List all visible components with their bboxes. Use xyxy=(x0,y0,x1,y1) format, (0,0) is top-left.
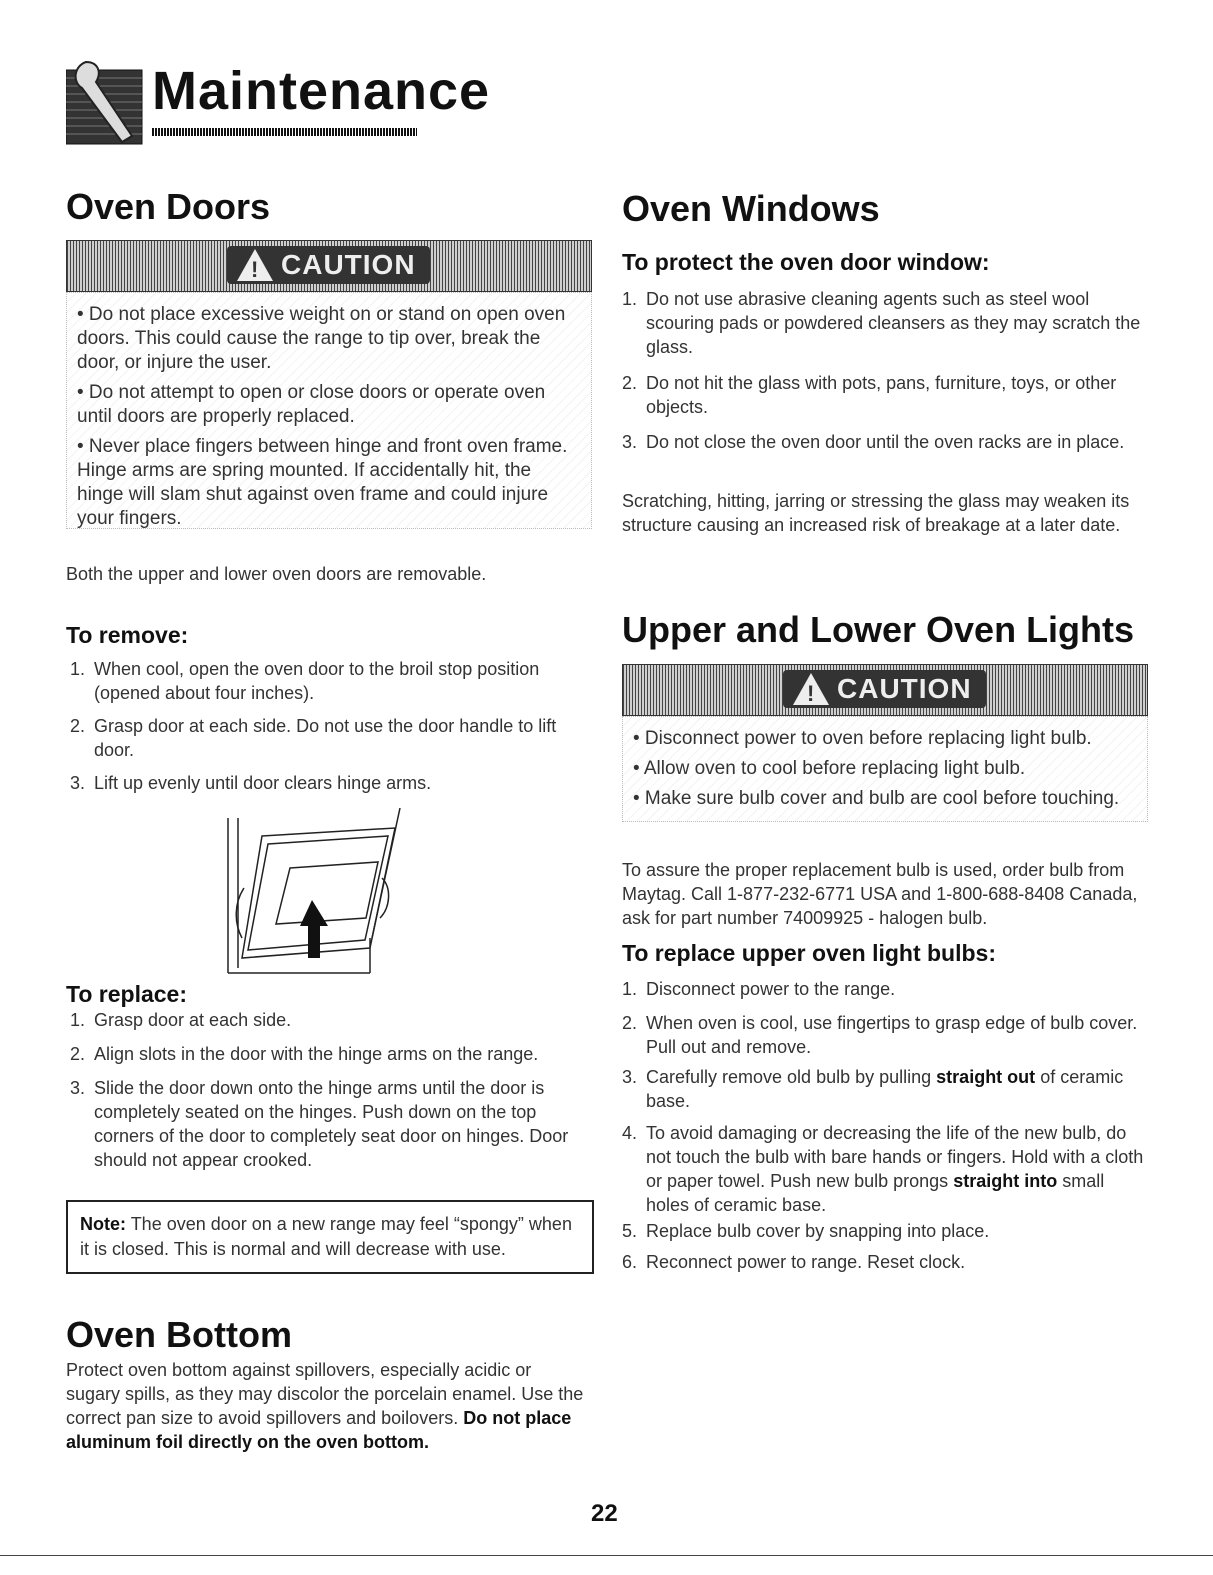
list-item: 3. Do not close the oven door until the oven racks are in place. xyxy=(622,432,1125,452)
caution-label: ! CAUTION xyxy=(227,246,430,284)
title-underline xyxy=(152,128,417,136)
page-number: 22 xyxy=(591,1500,618,1527)
note-label: Note: xyxy=(80,1214,126,1234)
list-item: 3. Slide the door down onto the hinge arms until the door is completely seated on the hinges. Push down on the top corners of the door to completely seat door on hinges. Door should not appear crooked. xyxy=(70,1078,569,1170)
list-item: 1. Grasp door at each side. xyxy=(70,1010,292,1030)
oven-bottom-text: Protect oven bottom against spillovers, especially acidic or sugary spills, as they may discolor the porcelain enamel. Use the correct pan size to avoid spillovers and boilovers. Do not place aluminum foil directly on the oven bottom. xyxy=(66,1360,584,1452)
caution-box xyxy=(622,716,1148,822)
note-box xyxy=(66,1200,594,1274)
caution-item: • Never place fingers between hinge and front oven frame. Hinge arms are spring mounted. If accidentally hit, the hinge will slam shut against oven frame and could injure your fingers. xyxy=(77,436,568,529)
list-item: 5. Replace bulb cover by snapping into place. xyxy=(622,1221,990,1241)
caution-item: • Allow oven to cool before replacing light bulb. xyxy=(633,758,1026,779)
list-item: 6. Reconnect power to range. Reset clock. xyxy=(622,1252,966,1272)
list-item: 1. When cool, open the oven door to the broil stop position (opened about four inches). xyxy=(70,659,540,703)
to-replace-heading: To replace: xyxy=(66,981,187,1007)
oven-bottom-warning: Do not place aluminum foil directly on the oven bottom. xyxy=(66,1408,572,1452)
caution-item: • Disconnect power to oven before replacing light bulb. xyxy=(633,728,1092,749)
list-item: 2. Grasp door at each side. Do not use the door handle to lift door. xyxy=(70,716,557,760)
arrow-up-icon xyxy=(300,900,328,958)
footer-rule xyxy=(0,1555,1213,1556)
to-remove-heading: To remove: xyxy=(66,622,189,648)
oven-bottom-heading: Oven Bottom xyxy=(66,1314,293,1355)
note-text: The oven door on a new range may feel “spongy” when it is closed. This is normal and will decrease with use. xyxy=(80,1214,572,1259)
warning-icon: ! xyxy=(793,673,829,705)
wrench-icon xyxy=(66,58,148,150)
oven-lights-heading: Upper and Lower Oven Lights xyxy=(622,609,1135,650)
caution-banner xyxy=(66,240,592,292)
bulb-order-text: To assure the proper replacement bulb is used, order bulb from Maytag. Call 1-877-232-6771 USA and 1-800-688-8408 Canada, ask for part number 74009925 - halogen bulb. xyxy=(622,860,1138,928)
oven-door-illustration xyxy=(220,808,410,978)
page-title: Maintenance xyxy=(152,61,491,121)
doors-intro: Both the upper and lower oven doors are removable. xyxy=(66,564,487,584)
replace-bulb-heading: To replace upper oven light bulbs: xyxy=(622,940,996,966)
window-warning-text: Scratching, hitting, jarring or stressing the glass may weaken its structure causing an increased risk of breakage at a later date. xyxy=(622,491,1130,535)
caution-box xyxy=(66,292,592,529)
protect-window-heading: To protect the oven door window: xyxy=(622,249,990,275)
caution-item: • Do not attempt to open or close doors or operate oven until doors are properly replaced. xyxy=(77,382,546,427)
list-item: 3. Lift up evenly until door clears hinge arms. xyxy=(70,773,432,793)
list-item: 3. Carefully remove old bulb by pulling straight out of ceramic base. xyxy=(622,1067,1124,1111)
list-item: 1. Do not use abrasive cleaning agents such as steel wool scouring pads or powdered cleansers as they may scratch the glass. xyxy=(622,289,1141,357)
oven-windows-heading: Oven Windows xyxy=(622,188,880,229)
list-item: 2. Align slots in the door with the hinge arms on the range. xyxy=(70,1044,539,1064)
caution-item: • Make sure bulb cover and bulb are cool before touching. xyxy=(633,788,1120,809)
list-item: 1. Disconnect power to the range. xyxy=(622,979,896,999)
caution-item: • Do not place excessive weight on or stand on open oven doors. This could cause the range to tip over, break the door, or injure the user. xyxy=(77,304,566,373)
caution-label: ! CAUTION xyxy=(783,670,986,708)
caution-banner xyxy=(622,664,1148,716)
oven-doors-heading: Oven Doors xyxy=(66,186,271,227)
list-item: 2. Do not hit the glass with pots, pans, furniture, toys, or other objects. xyxy=(622,373,1117,417)
list-item: 4. To avoid damaging or decreasing the life of the new bulb, do not touch the bulb with bare hands or fingers. Hold with a cloth or paper towel. Push new bulb prongs straight into small holes of ceramic base. xyxy=(622,1123,1144,1215)
warning-icon: ! xyxy=(237,249,273,281)
list-item: 2. When oven is cool, use fingertips to grasp edge of bulb cover. Pull out and remove. xyxy=(622,1013,1138,1057)
